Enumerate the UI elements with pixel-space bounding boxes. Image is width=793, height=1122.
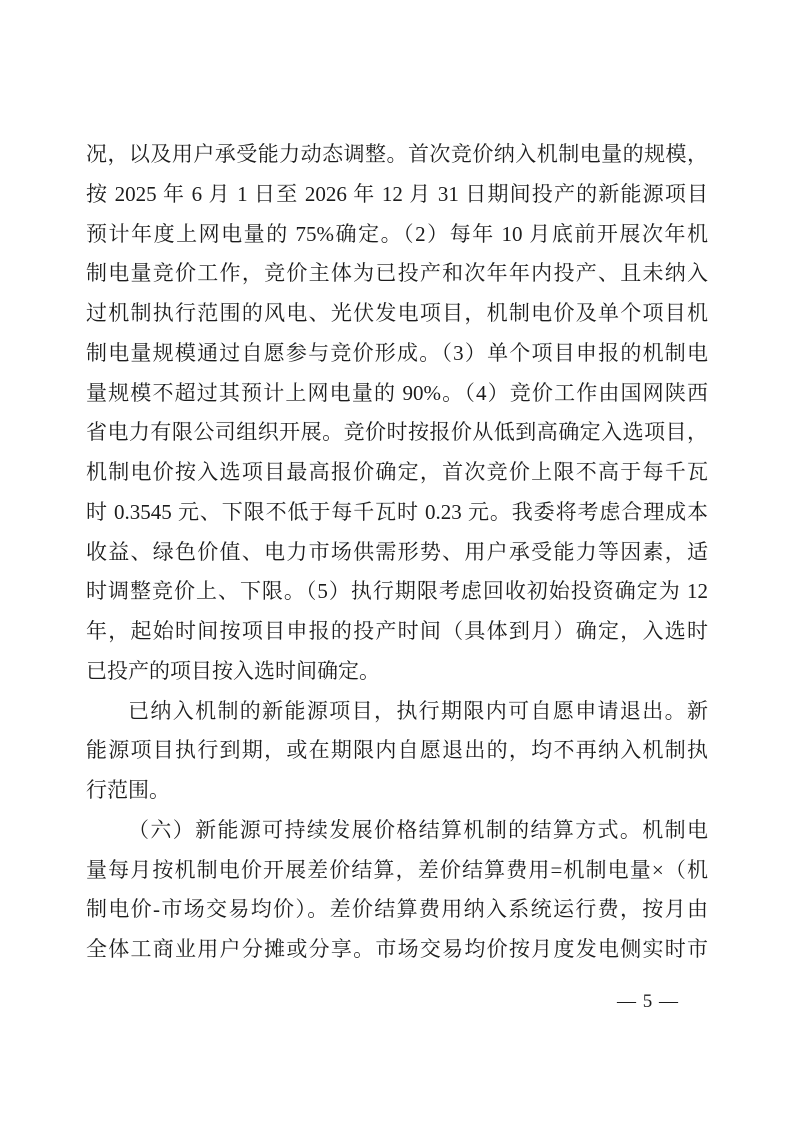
text-line: 年，起始时间按项目申报的投产时间（具体到月）确定，入选时: [86, 619, 708, 643]
text-line: 制电价-市场交易均价）。差价结算费用纳入系统运行费，按月由: [86, 897, 708, 922]
text-line: 过机制执行范围的风电、光伏发电项目，机制电价及单个项目机: [86, 301, 708, 325]
text-line-paragraph-start: 已纳入机制的新能源项目，执行期限内可自愿申请退出。新: [128, 698, 708, 723]
text-line: 制电量规模通过自愿参与竞价形成。（3）单个项目申报的机制电: [86, 340, 708, 365]
text-line: 收益、绿色价值、电力市场供需形势、用户承受能力等因素，适: [86, 539, 708, 564]
page-number: — 5 —: [617, 991, 679, 1012]
text-line: 机制电价按入选项目最高报价确定，首次竞价上限不高于每千瓦: [86, 460, 708, 484]
text-line: 预计年度上网电量的 75%确定。（2）每年 10 月底前开展次年机: [86, 221, 708, 246]
text-line: 时 0.3545 元、下限不低于每千瓦时 0.23 元。我委将考虑合理成本: [86, 499, 708, 524]
document-page-body: [86, 135, 708, 970]
text-line: 省电力有限公司组织开展。竞价时按报价从低到高确定入选项目，: [86, 420, 708, 445]
text-line: 制电量竞价工作，竞价主体为已投产和次年年内投产、且未纳入: [86, 261, 708, 286]
text-line: 按 2025 年 6 月 1 日至 2026 年 12 月 31 日期间投产的新能源项目: [86, 181, 708, 206]
text-line: 全体工商业用户分摊或分享。市场交易均价按月度发电侧实时市: [86, 937, 708, 961]
text-line: 况，以及用户承受能力动态调整。首次竞价纳入机制电量的规模，: [86, 142, 708, 166]
text-line-paragraph-start: （六）新能源可持续发展价格结算机制的结算方式。机制电: [128, 817, 708, 842]
text-line: 时调整竞价上、下限。（5）执行期限考虑回收初始投资确定为 12: [86, 579, 708, 604]
text-line: 能源项目执行到期，或在期限内自愿退出的，均不再纳入机制执: [86, 738, 708, 763]
text-line-paragraph-end: 已投产的项目按入选时间确定。: [86, 658, 380, 683]
text-line-paragraph-end: 行范围。: [86, 778, 170, 802]
text-line: 量每月按机制电价开展差价结算，差价结算费用=机制电量×（机: [86, 857, 708, 882]
text-line: 量规模不超过其预计上网电量的 90%。（4）竞价工作由国网陕西: [86, 380, 708, 405]
